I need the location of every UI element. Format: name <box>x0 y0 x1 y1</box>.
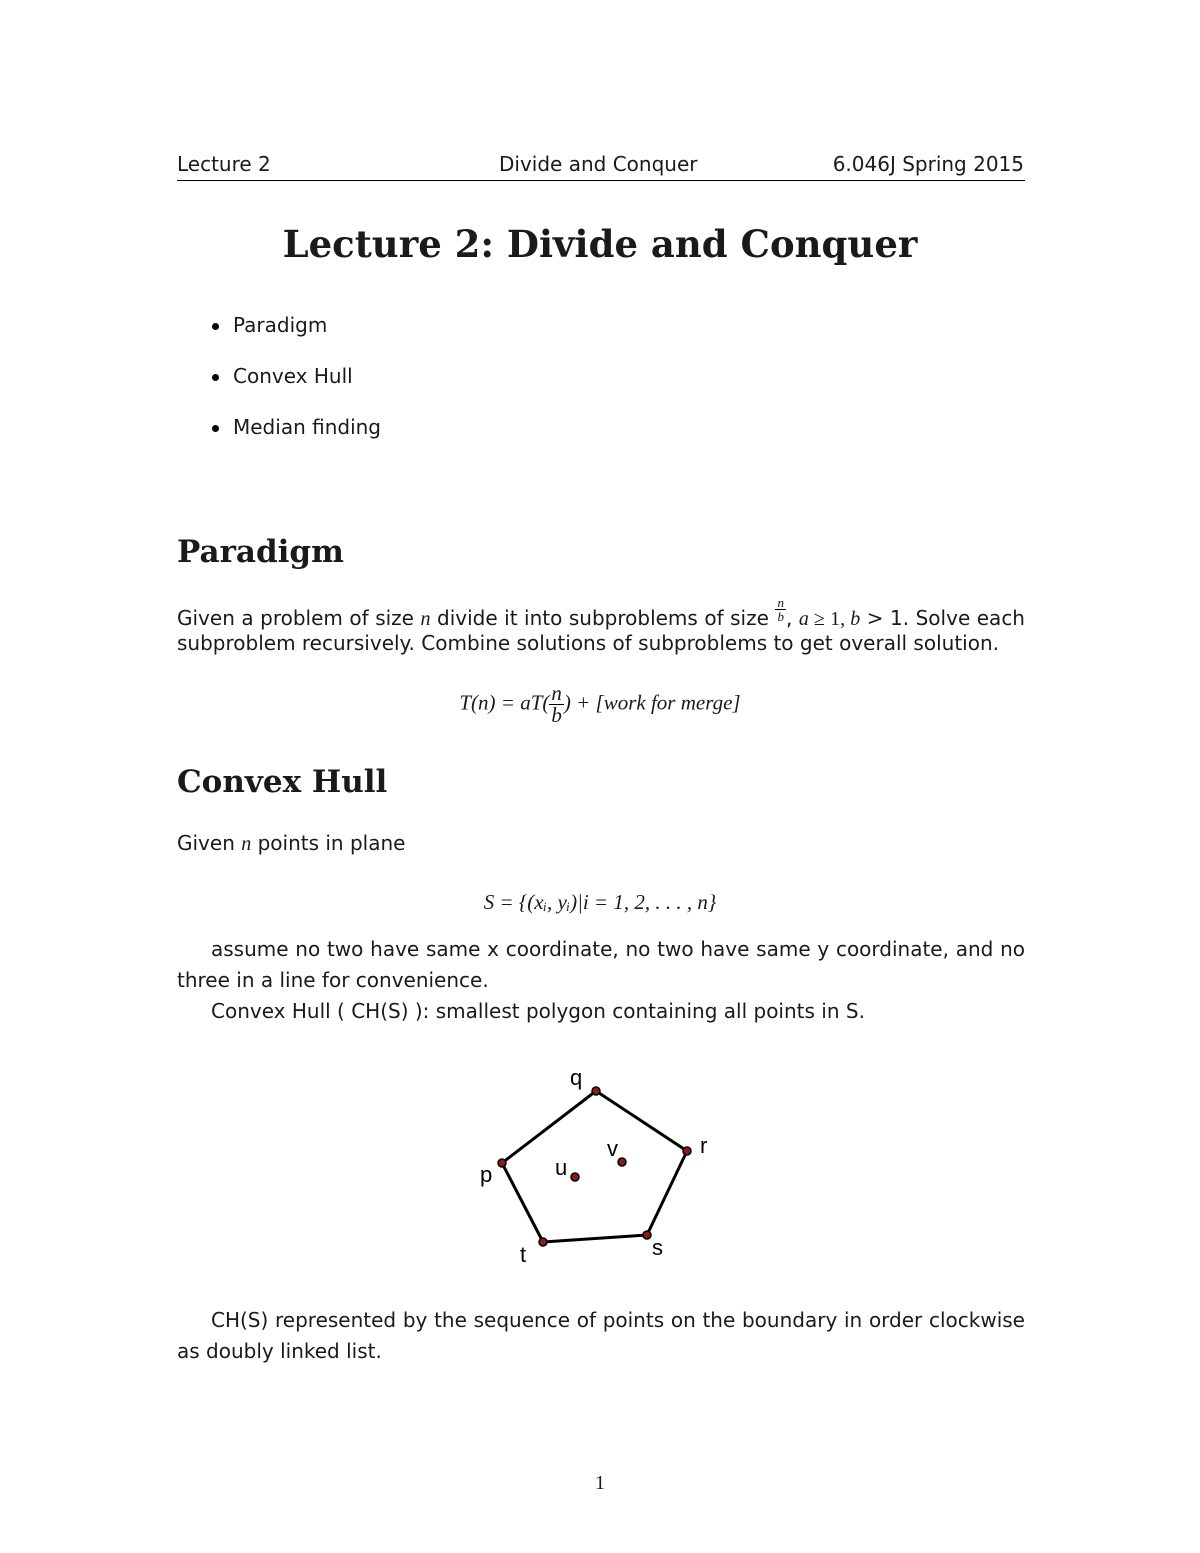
point-t <box>539 1238 547 1246</box>
math-var: b <box>850 608 861 630</box>
math-var: n <box>241 833 252 855</box>
fraction-denominator: b <box>551 703 562 727</box>
math-run: ≥ 1, <box>808 608 851 630</box>
recurrence-equation <box>0 683 1200 726</box>
fraction-numerator: n <box>777 595 784 610</box>
point-r <box>683 1147 691 1155</box>
representation-line-2: as doubly linked list. <box>177 1339 382 1363</box>
label-s: s <box>652 1235 663 1260</box>
text-run: divide it into subproblems of size <box>430 606 776 630</box>
label-p: p <box>480 1162 493 1187</box>
math-run: T(n) = aT( <box>459 690 550 715</box>
text-run: Given <box>177 831 242 855</box>
point-p <box>498 1159 506 1167</box>
header-left: Lecture 2 <box>177 152 271 176</box>
point-u <box>571 1173 579 1181</box>
page-title: Lecture 2: Divide and Conquer <box>282 222 918 266</box>
paradigm-line-2: subproblem recursively. Combine solutions of subproblems to get overall solution. <box>177 631 999 655</box>
page-number: 1 <box>595 1472 605 1494</box>
header-center: Divide and Conquer <box>499 152 698 176</box>
point-v <box>618 1158 626 1166</box>
equation-fraction <box>549 683 564 726</box>
outline-item <box>212 415 381 439</box>
convex-hull-figure <box>470 1060 730 1270</box>
assumption-line-2: three in a line for convenience. <box>177 968 489 992</box>
text-run: Given a problem of size <box>177 606 421 630</box>
label-q: q <box>570 1065 583 1090</box>
bullet-dot <box>212 323 219 330</box>
label-t: t <box>520 1242 527 1267</box>
fraction-numerator: n <box>551 681 562 705</box>
fraction-denominator: b <box>777 609 784 624</box>
bullet-dot <box>212 374 219 381</box>
section-heading-convex-hull: Convex Hull <box>177 764 388 800</box>
text-run: > 1. Solve each <box>860 606 1025 630</box>
text-run: points in plane <box>251 831 406 855</box>
section-heading-paradigm: Paradigm <box>177 534 344 570</box>
representation-line-1: CH(S) represented by the sequence of points on the boundary in order clockwise <box>211 1308 1025 1332</box>
label-u: u <box>555 1155 568 1180</box>
point-q <box>592 1087 600 1095</box>
given-points-line <box>177 828 1025 860</box>
text-run: , <box>785 606 799 630</box>
outline-item-label: Median finding <box>233 415 381 439</box>
header-rule <box>177 180 1025 181</box>
header-right: 6.046J Spring 2015 <box>832 152 1024 176</box>
label-v: v <box>607 1136 618 1161</box>
math-var: n <box>420 608 431 630</box>
math-run: ) + [work for merge] <box>563 690 741 715</box>
hull-polygon <box>502 1091 687 1242</box>
outline-item-label: Paradigm <box>233 313 328 337</box>
set-equation: S = {(xᵢ, yᵢ)|i = 1, 2, . . . , n} <box>483 890 717 914</box>
bullet-dot <box>212 425 219 432</box>
assumption-line-1: assume no two have same x coordinate, no two have same y coordinate, and no <box>211 937 1025 961</box>
math-var: a <box>798 608 809 630</box>
outline-item-label: Convex Hull <box>233 364 353 388</box>
outline-item <box>212 313 327 337</box>
inline-fraction <box>775 596 786 623</box>
point-s <box>643 1231 651 1239</box>
outline-item <box>212 364 353 388</box>
convex-hull-definition: Convex Hull ( CH(S) ): smallest polygon containing all points in S. <box>211 999 865 1023</box>
label-r: r <box>700 1133 708 1158</box>
